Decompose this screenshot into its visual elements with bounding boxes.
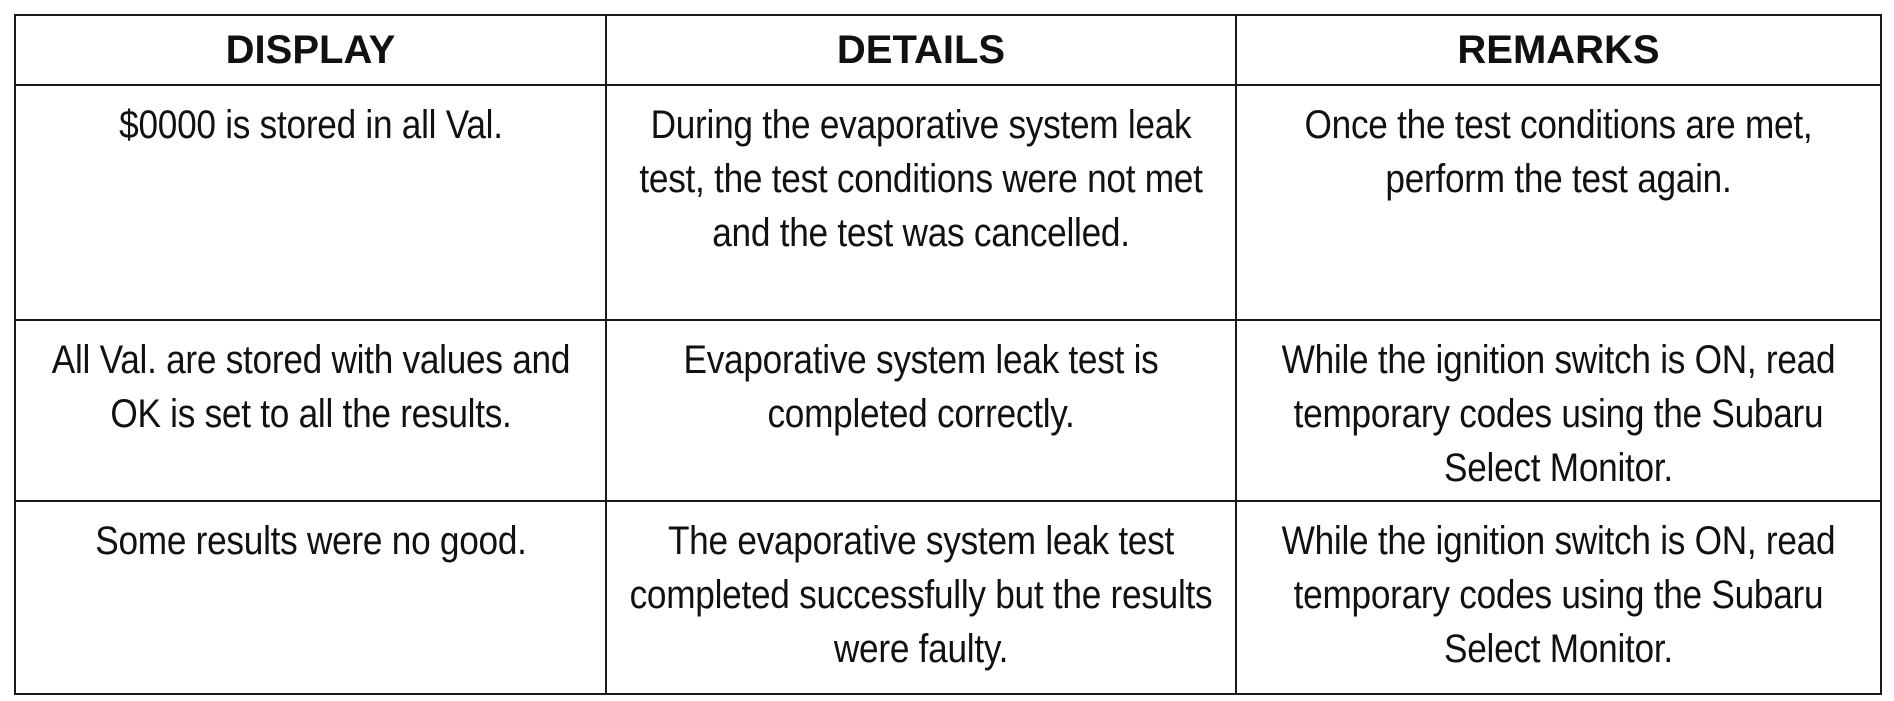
remarks-cell bbox=[1236, 501, 1881, 694]
table-row bbox=[15, 501, 1881, 694]
table-row bbox=[15, 85, 1881, 320]
evap-leak-test-results-table bbox=[14, 14, 1882, 695]
table-header-row bbox=[15, 15, 1881, 85]
details-text: The evaporative system leak test completed successfully but the results were faulty. bbox=[629, 519, 1213, 671]
table-row bbox=[15, 320, 1881, 501]
remarks-cell bbox=[1236, 85, 1881, 320]
remarks-text: While the ignition switch is ON, read temporary codes using the Subaru Select Monitor. bbox=[1281, 338, 1836, 490]
remarks-text: While the ignition switch is ON, read temporary codes using the Subaru Select Monitor. bbox=[1281, 519, 1836, 671]
header-details: DETAILS bbox=[606, 15, 1236, 85]
header-remarks: REMARKS bbox=[1236, 15, 1881, 85]
display-text: $0000 is stored in all Val. bbox=[118, 103, 503, 147]
display-cell bbox=[15, 501, 606, 694]
display-cell bbox=[15, 85, 606, 320]
details-text: Evaporative system leak test is completed correctly. bbox=[683, 338, 1159, 436]
remarks-text: Once the test conditions are met, perform the test again. bbox=[1304, 103, 1813, 201]
display-text: Some results were no good. bbox=[94, 519, 527, 563]
remarks-cell bbox=[1236, 320, 1881, 501]
display-cell bbox=[15, 320, 606, 501]
display-text: All Val. are stored with values and OK is set to all the results. bbox=[51, 338, 570, 436]
details-cell bbox=[606, 85, 1236, 320]
header-display: DISPLAY bbox=[15, 15, 606, 85]
details-text: During the evaporative system leak test, the test conditions were not met and the test was cancelled. bbox=[639, 103, 1203, 255]
details-cell bbox=[606, 320, 1236, 501]
results-table-container bbox=[14, 14, 1880, 687]
details-cell bbox=[606, 501, 1236, 694]
